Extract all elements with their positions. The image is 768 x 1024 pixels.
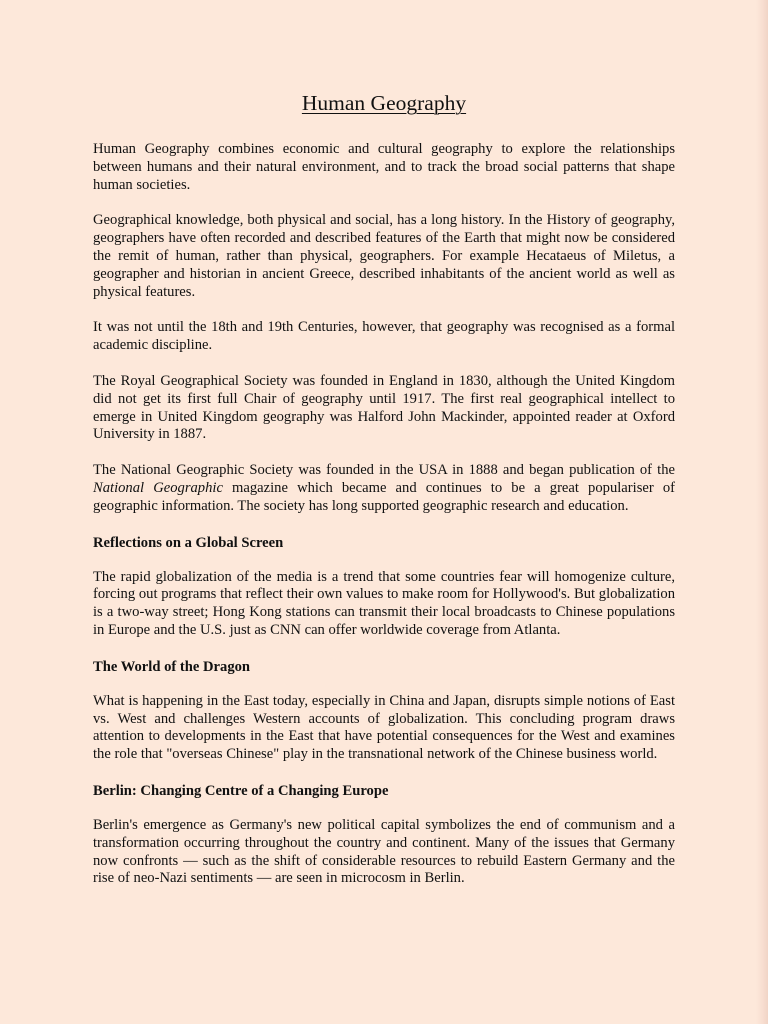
section-body-berlin: Berlin's emergence as Germany's new political capital symbolizes the end of communism and a transformation occurring throughout the country and continent. Many of the issues that Germany now confronts — such as the shift of considerable resources to rebuild Eastern Germany and the rise of neo-Nazi sentiments — are seen in microcosm in Berlin. <box>93 816 675 887</box>
section-heading-berlin: Berlin: Changing Centre of a Changing Europe <box>93 782 389 799</box>
ng-text-after: magazine which became and continues to be a great populariser of geographic information. The society has long supported geographic research and education. <box>93 479 675 514</box>
history-paragraph: Geographical knowledge, both physical and social, has a long history. In the History of geography, geographers have often recorded and described features of the Earth that might now be considered the remit of human, rather than physical, geographers. For example Hecataeus of Miletus, a geographer and historian in ancient Greece, described inhabitants of the ancient world as well as physical features. <box>93 212 675 300</box>
section-heading-dragon: The World of the Dragon <box>93 658 251 675</box>
section-heading-global-screen: Reflections on a Global Screen <box>93 534 284 551</box>
discipline-paragraph: It was not until the 18th and 19th Centuries, however, that geography was recognised as a formal academic discipline. <box>93 319 675 354</box>
section-body-dragon: What is happening in the East today, especially in China and Japan, disrupts simple notions of East vs. West and challenges Western accounts of globalization. This concluding program draws attention to developments in the East that have potential consequences for the West and examines the role that "overseas Chinese" play in the transnational network of the Chinese business world. <box>93 692 675 763</box>
ng-text-before: The National Geographic Society was founded in the USA in 1888 and began publication of the <box>93 462 675 479</box>
document-page <box>93 90 675 906</box>
page-edge-shadow <box>756 0 768 1024</box>
royal-society-paragraph: The Royal Geographical Society was founded in England in 1830, although the United Kingdom did not get its first full Chair of geography until 1917. The first real geographical intellect to emerge in United Kingdom geography was Halford John Mackinder, appointed reader at Oxford University in 1887. <box>93 372 675 443</box>
section-body-global-screen: The rapid globalization of the media is a trend that some countries fear will homogenize culture, forcing out programs that reflect their own values to make room for Hollywood's. But globalization is a two-way street; Hong Kong stations can transmit their local broadcasts to Chinese populations in Europe and the U.S. just as CNN can offer worldwide coverage from Atlanta. <box>93 568 675 638</box>
ng-magazine-title: National Geographic <box>93 479 223 496</box>
national-geographic-paragraph <box>93 462 675 515</box>
intro-paragraph: Human Geography combines economic and cultural geography to explore the relationships between humans and their natural environment, and to track the broad social patterns that shape human societies. <box>93 141 675 193</box>
document-title: Human Geography <box>301 91 467 115</box>
